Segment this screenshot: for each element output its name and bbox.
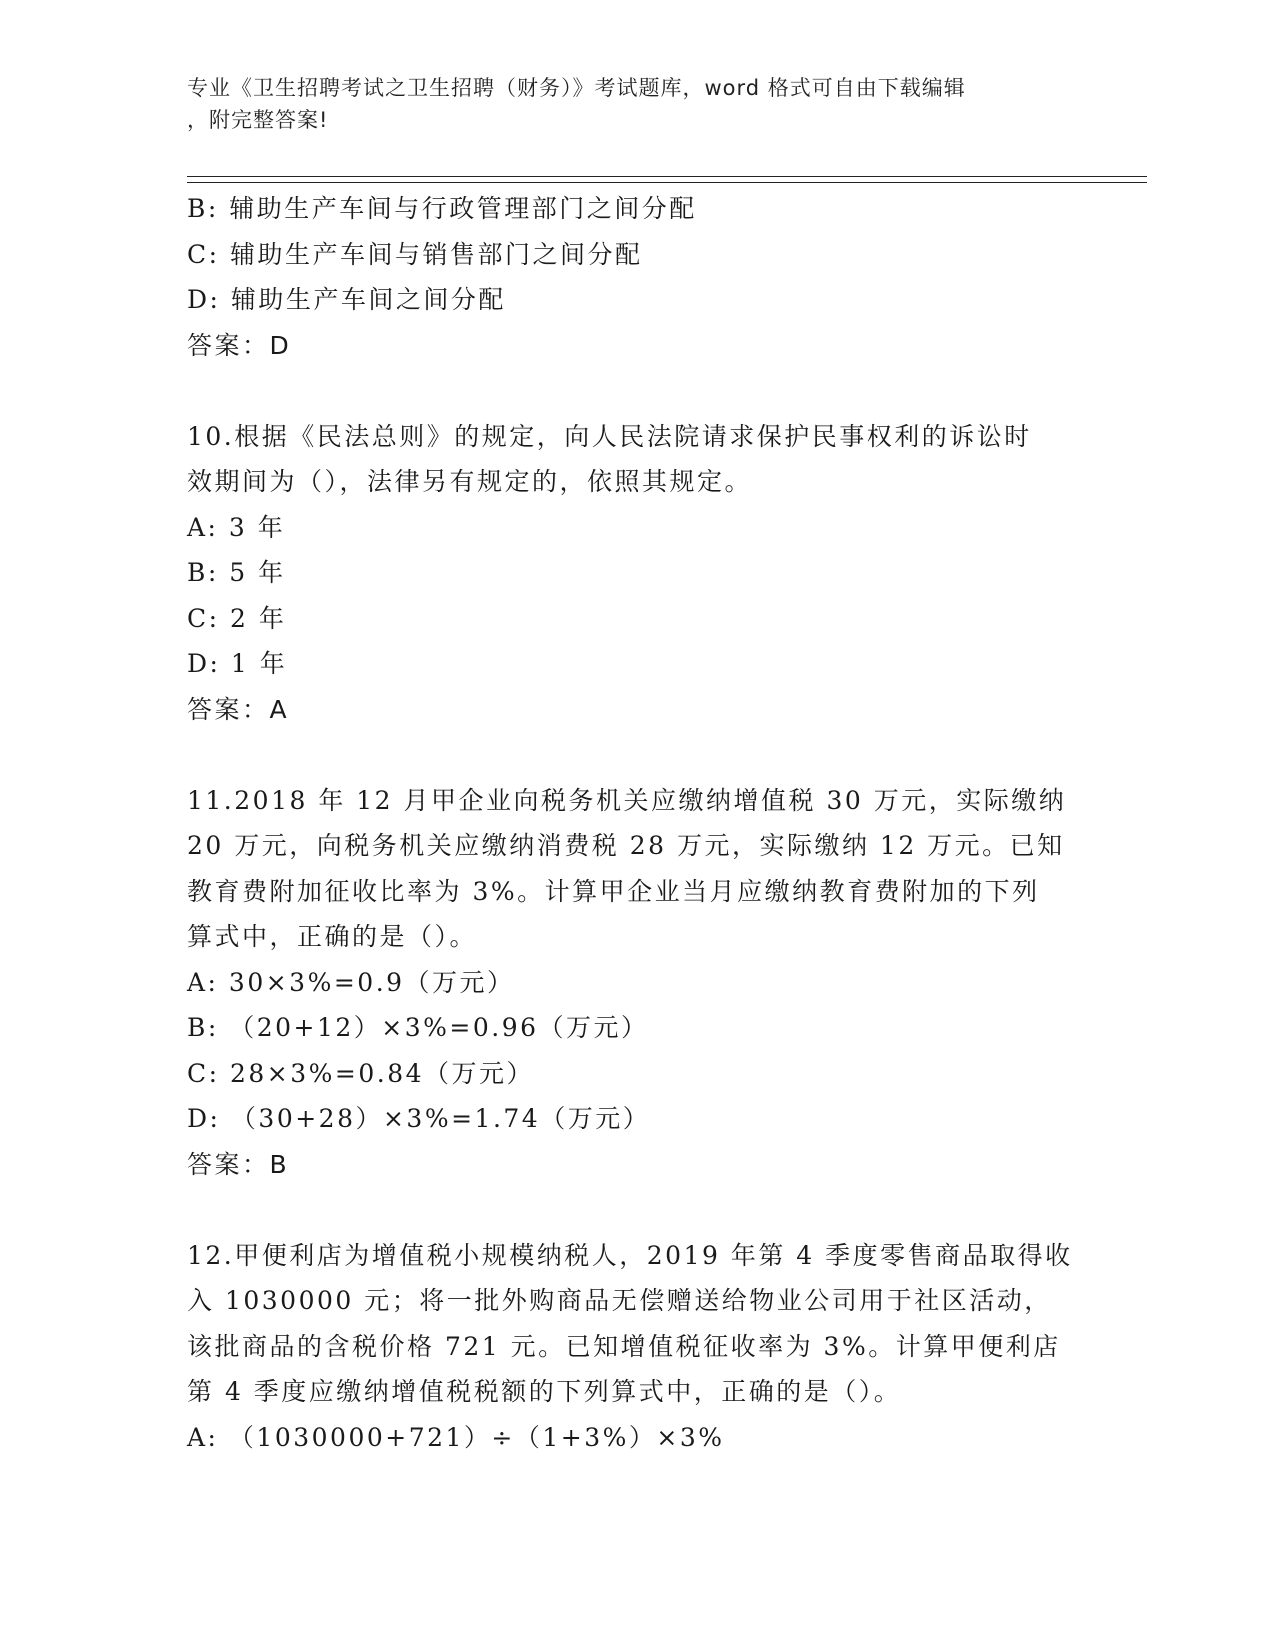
question-text-line: 入 1030000 元；将一批外购商品无偿赠送给物业公司用于社区活动，: [187, 1286, 1052, 1315]
option-b: B: 5 年: [187, 558, 286, 587]
header-line-1: 专业《卫生招聘考试之卫生招聘（财务）》考试题库，word 格式可自由下载编辑: [187, 76, 966, 100]
question-text-line: 第 4 季度应缴纳增值税税额的下列算式中，正确的是（）。: [187, 1377, 902, 1406]
answer: 答案：B: [187, 1149, 290, 1179]
option-a: A: 3 年: [187, 512, 286, 542]
option-b: B: （20+12）×3%=0.96（万元）: [187, 1013, 649, 1042]
question-11: [187, 778, 1087, 1188]
spacer: [187, 1187, 1087, 1233]
answer: 答案：D: [187, 330, 292, 360]
header-divider: [187, 176, 1147, 183]
option-b: B: 辅助生产车间与行政管理部门之间分配: [187, 194, 697, 223]
question-text-line: 11.2018 年 12 月甲企业向税务机关应缴纳增值税 30 万元，实际缴纳: [187, 785, 1067, 815]
question-text-line: 12.甲便利店为增值税小规模纳税人，2019 年第 4 季度零售商品取得收: [187, 1240, 1073, 1270]
question-text-line: 算式中，正确的是（）。: [187, 922, 478, 951]
option-d: D: （30+28）×3%=1.74（万元）: [187, 1104, 651, 1133]
option-c: C: 28×3%=0.84（万元）: [187, 1058, 535, 1088]
question-text-line: 效期间为（），法律另有规定的，依照其规定。: [187, 467, 753, 496]
question-9-continued: [187, 186, 1087, 368]
spacer: [187, 368, 1087, 414]
answer: 答案：A: [187, 694, 290, 724]
option-a: A: 30×3%=0.9（万元）: [187, 967, 515, 997]
document-header: [187, 72, 1087, 136]
question-12: [187, 1233, 1087, 1461]
option-a: A: （1030000+721）÷（1+3%）×3%: [187, 1422, 725, 1452]
question-text-line: 20 万元，向税务机关应缴纳消费税 28 万元，实际缴纳 12 万元。已知: [187, 831, 1065, 860]
option-d: D: 1 年: [187, 649, 288, 678]
option-c: C: 辅助生产车间与销售部门之间分配: [187, 239, 643, 269]
option-d: D: 辅助生产车间之间分配: [187, 285, 506, 314]
question-10: [187, 414, 1087, 733]
document-body: [187, 186, 1087, 1460]
spacer: [187, 732, 1087, 778]
header-line-2: ，附完整答案!: [187, 108, 329, 132]
question-text-line: 该批商品的含税价格 721 元。已知增值税征收率为 3%。计算甲便利店: [187, 1331, 1061, 1361]
question-text-line: 教育费附加征收比率为 3%。计算甲企业当月应缴纳教育费附加的下列: [187, 876, 1040, 906]
question-text-line: 10.根据《民法总则》的规定，向人民法院请求保护民事权利的诉讼时: [187, 421, 1032, 451]
option-c: C: 2 年: [187, 603, 287, 633]
